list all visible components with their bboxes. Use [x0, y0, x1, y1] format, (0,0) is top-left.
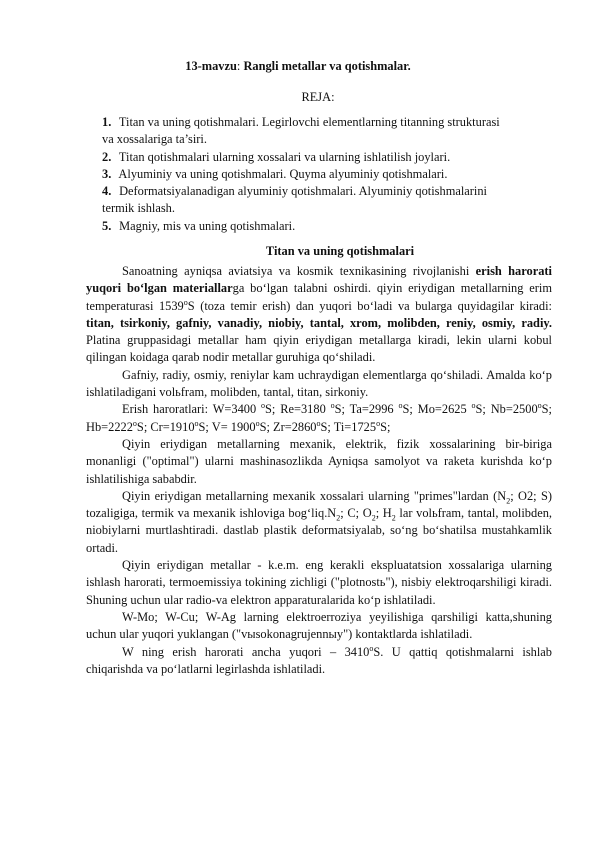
- plan-item-continuation: termik ishlash.: [102, 201, 175, 216]
- melting-point-item: [418, 402, 491, 416]
- melting-point-item: [491, 402, 552, 416]
- unit-text: S;: [320, 419, 334, 434]
- text-run: S (toza temir erish) dan yuqori bo‘ladi va bularga quyidagilar kiradi:: [187, 298, 552, 313]
- text-run: Qiyin eriydigan metallarning mexanik xossalari ularning "primes"lardan (N: [122, 488, 507, 503]
- melting-point-value: Re=3180: [280, 402, 331, 417]
- degree-mark: o: [316, 418, 321, 428]
- melting-point-value: W=3400: [212, 402, 262, 417]
- text-run: S. U qattiq qotishmalarni ishlab chiqarishda va po‘latlarni legirlashda ishlatiladi.: [86, 644, 553, 676]
- unit-text: S;: [475, 402, 491, 417]
- melting-point-item: [212, 420, 273, 434]
- plan-item-number: 4.: [102, 184, 112, 199]
- degree-mark: o: [398, 401, 403, 411]
- unit-text: S;: [541, 402, 552, 417]
- degree-mark: o: [183, 297, 188, 307]
- unit-text: S;: [334, 402, 350, 417]
- degree-mark: o: [471, 401, 476, 411]
- plan-item: [102, 149, 552, 166]
- melting-point-item: [280, 402, 349, 416]
- melting-point-item: [213, 402, 281, 416]
- plan-item-continuation: va xossalariga ta’siri.: [102, 132, 207, 147]
- unit-text: S;: [402, 402, 418, 417]
- text-run: ; C; O: [340, 506, 372, 521]
- unit-text: S;: [380, 419, 391, 434]
- body-text: [86, 263, 552, 678]
- degree-mark: o: [255, 418, 260, 428]
- paragraph-exploitation: Qiyin eriydigan metallar - k.e.m. eng kerakli ekspluatatsion xossalariga ularning ishlash harorati, termoemissiya tokining zichligi ("plotnostь"), nisbiy elektroqarshiligi kiradi. Shuning uchun ular radio-va elektron apparaturalarida ko‘p ishlatiladi.: [86, 558, 552, 607]
- text-run: ; H: [375, 506, 392, 521]
- unit-text: S;: [136, 419, 151, 434]
- bold-metal-list: titan, tsirkoniy, gafniy, vanadiy, niobiy, tantal, xrom, molibden, reniy, osmiy, radiy.: [86, 315, 552, 330]
- plan-item: [102, 218, 552, 235]
- melting-point-item: [334, 420, 391, 434]
- plan-item: [102, 183, 552, 200]
- topic-name: Rangli metallar va qotishmalar.: [243, 59, 411, 73]
- plan-item-text: Magniy, mis va uning qotishmalari.: [119, 218, 296, 233]
- degree-mark: o: [330, 401, 335, 411]
- subscript: 2: [336, 513, 341, 523]
- degree-mark: o: [261, 401, 266, 411]
- unit-text: S;: [265, 402, 281, 417]
- paragraph-tungsten: [86, 644, 552, 679]
- melting-point-value: Cr=1910: [150, 419, 195, 434]
- degree-mark: o: [537, 401, 542, 411]
- melting-point-value: Hb=2222: [86, 419, 133, 434]
- melting-point-item: [350, 402, 418, 416]
- topic-colon: :: [236, 59, 244, 73]
- unit-text: S;: [198, 419, 212, 434]
- plan-item-number: 3.: [102, 166, 112, 181]
- paragraph-melting-points: [86, 401, 552, 436]
- topic-title: [0, 58, 596, 75]
- subscript: 2: [506, 496, 511, 506]
- melting-point-value: Nb=2500: [490, 402, 538, 417]
- plan-item-number: 5.: [102, 218, 112, 233]
- subscript: 2: [371, 513, 376, 523]
- text-run: lar volьfram, tantal, molibden, niobiylarni murtlashtiradi. dastlab plastik deformatsiyalab, so‘ng bo‘shatilsa mustahkamlik ortadi.: [86, 506, 552, 555]
- paragraph-contacts: W-Mo; W-Cu; W-Ag larning elektroerroziya yeyilishiga qarshiligi katta,shuning uchun ular yuqori yuklangan ("vыsokonagrujennыy") kontaktlarda ishlatiladi.: [86, 609, 552, 642]
- plan-item: [102, 114, 552, 131]
- text-run: Sanoatning ayniqsa aviatsiya va kosmik texnikasining rivojlanishi: [122, 264, 476, 278]
- topic-number: 13-mavzu: [185, 59, 237, 73]
- plan-item-text: Titan va uning qotishmalari. Legirlovchi elementlarning titanning strukturasi: [118, 115, 500, 129]
- unit-text: S;: [259, 419, 274, 434]
- subscript: 2: [391, 513, 396, 523]
- degree-mark: o: [132, 418, 137, 428]
- text-run: ; O2; S) tozaligiga, termik va mexanik ishloviga bog‘liq.N: [86, 488, 552, 521]
- text-run: Erish haroratlari:: [122, 402, 213, 417]
- plan-item-text: Deformatsiyalanadigan alyuminiy qotishmalari. Alyuminiy qotishmalarini: [119, 184, 487, 199]
- degree-mark: o: [369, 643, 374, 653]
- plan-item-number: 1.: [102, 115, 112, 129]
- melting-point-item: [150, 420, 211, 434]
- melting-point-value: Ta=2996: [349, 402, 399, 417]
- melting-point-value: V= 1900: [211, 419, 256, 434]
- text-run: ga bo‘lgan talabni oshirdi. qiyin eriydigan metallarning erim temperaturasi 1539: [86, 281, 552, 313]
- plan-heading: REJA:: [301, 90, 335, 104]
- degree-mark: o: [194, 418, 199, 428]
- melting-point-value: Mo=2625: [417, 402, 472, 417]
- plan-item-text: Alyuminiy va uning qotishmalari. Quyma alyuminiy qotishmalari.: [118, 166, 448, 181]
- bold-term: erish harorati yuqori bo‘lgan materiallar: [86, 264, 552, 296]
- melting-point-value: Zr=2860: [273, 419, 317, 434]
- paragraph-impurities: [86, 488, 552, 557]
- plan-item-number: 2.: [102, 149, 112, 164]
- paragraph-rare-elements: Gafniy, radiy, osmiy, reniylar kam uchraydigan elementlarga qo‘shiladi. Amalda ko‘p ishlatiladigani volьfram, molibden, tantal, titan, sirkoniy.: [86, 367, 552, 400]
- paragraph-properties: Qiyin eriydigan metallarning mexanik, elektrik, fizik xossalarining bir-biriga monanligi ("optimal") ularni mashinasozlikda Ayniqsa samolyot va raketa kurishda ko‘p ishlatilishiga sababdir.: [86, 436, 552, 486]
- text-run: W ning erish harorati ancha yuqori – 3410: [122, 644, 370, 659]
- melting-point-item: [86, 420, 150, 434]
- plan-item: [102, 166, 552, 183]
- degree-mark: o: [376, 418, 381, 428]
- text-run: Platina gruppasidagi metallar ham qiyin eriydigan metallarga kiradi, lekin ularni kobul qilingan koidaga qarab nodir metallar guruhiga qo‘shiladi.: [86, 333, 552, 365]
- plan-item-text: Titan qotishmalari ularning xossalari va ularning ishlatilish joylari.: [118, 149, 451, 164]
- paragraph-intro: [86, 263, 552, 367]
- melting-point-value: Ti=1725: [333, 419, 377, 434]
- section-title: Titan va uning qotishmalari: [265, 244, 415, 258]
- plan-list: [102, 114, 552, 235]
- melting-point-item: [273, 420, 334, 434]
